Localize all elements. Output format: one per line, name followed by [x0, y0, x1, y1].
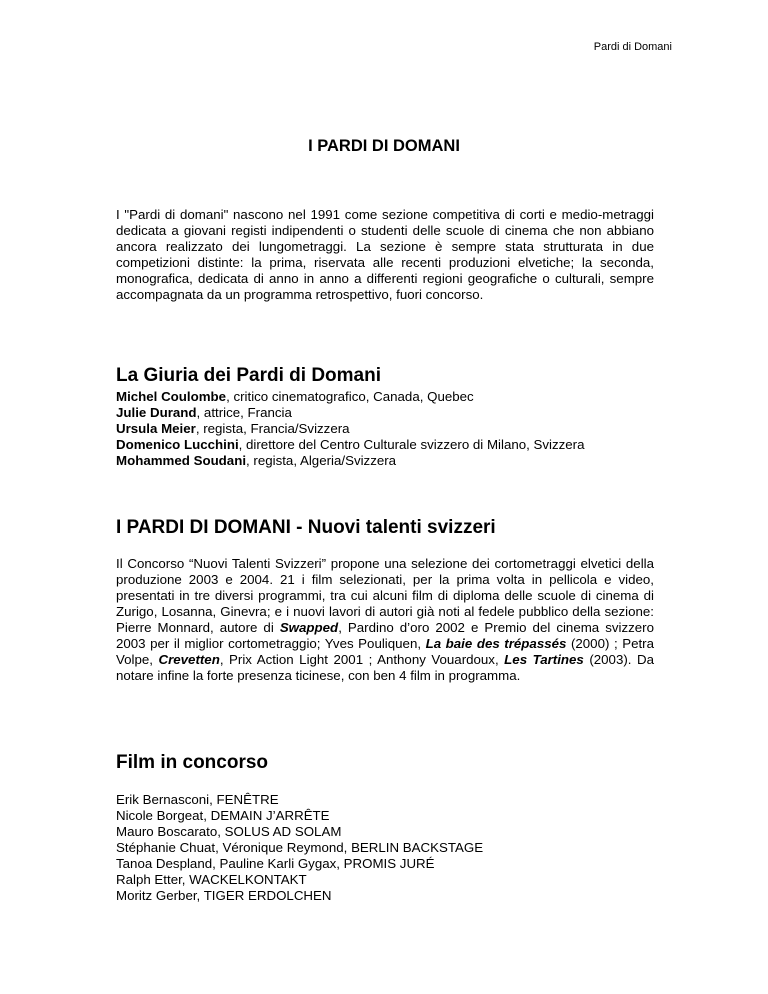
jury-list: [116, 389, 654, 469]
talents-paragraph: [116, 556, 654, 684]
film-entry: Ralph Etter, WACKELKONTAKT: [116, 872, 307, 887]
jury-member-name: Domenico Lucchini: [116, 437, 239, 452]
film-title: La baie des trépassés: [425, 636, 567, 651]
film-entry: Mauro Boscarato, SOLUS AD SOLAM: [116, 824, 342, 839]
running-header: Pardi di Domani: [593, 41, 672, 53]
talents-section: [116, 556, 654, 684]
talents-text: , Pardino d’oro 2002 e Premio del cinema svizzero 2003 per il miglior cortometraggio; Yves Pouliquen,: [116, 620, 654, 651]
jury-member-role: , attrice, Francia: [196, 405, 292, 420]
jury-member-role: , regista, Algeria/Svizzera: [246, 453, 397, 468]
jury-member: [116, 405, 654, 421]
competition-film-list: [116, 792, 654, 904]
jury-member: [116, 421, 654, 437]
film-entry: Stéphanie Chuat, Véronique Reymond, BERLIN BACKSTAGE: [116, 840, 484, 855]
jury-member-role: , direttore del Centro Culturale svizzero di Milano, Svizzera: [238, 437, 585, 452]
film-entry: Erik Bernasconi, FENÊTRE: [116, 792, 279, 807]
intro-paragraph: I "Pardi di domani" nascono nel 1991 come sezione competitiva di corti e medio-metraggi dedicata a giovani registi indipendenti o studenti delle scuole di cinema che non abbiano ancora realizzato dei lungometraggi. La sezione è sempre stata strutturata in due competizioni distinte: la prima, riservata alle recenti produzioni elvetiche; la seconda, monografica, dedicata di anno in anno a differenti regioni geografiche o culturali, sempre accompagnata da un programma retrospettivo, fuori concorso.: [116, 207, 654, 302]
talents-text: Il Concorso “Nuovi Talenti Svizzeri” propone una selezione dei cortometraggi elvetici della produzione 2003 e 2004. 21 i film selezionati, per la prima volta in pellicola e video, presentati in tre diversi programmi, tra cui alcuni film di diploma delle scuole di cinema di Zurigo, Losanna, Ginevra; e i nuovi lavori di autori già noti al fedele pubblico della sezione: Pierre Monnard, autore di: [116, 556, 654, 635]
jury-member: [116, 437, 654, 453]
jury-member-name: Mohammed Soudani: [116, 453, 247, 468]
film-title: Les Tartines: [504, 652, 584, 667]
jury-member-name: Ursula Meier: [116, 421, 196, 436]
film-entry: Moritz Gerber, TIGER ERDOLCHEN: [116, 888, 332, 903]
film-entry: Tanoa Despland, Pauline Karli Gygax, PROMIS JURÉ: [116, 856, 435, 871]
talents-heading: I PARDI DI DOMANI - Nuovi talenti svizzeri: [116, 517, 496, 538]
film-entry: Nicole Borgeat, DEMAIN J’ARRÊTE: [116, 808, 330, 823]
talents-text: (2000) ; Petra Volpe,: [116, 636, 654, 667]
intro-section: [116, 207, 654, 303]
jury-member-name: Michel Coulombe: [116, 389, 227, 404]
film-title: Swapped: [279, 620, 339, 635]
talents-text: (2003). Da notare infine la forte presenza ticinese, con ben 4 film in programma.: [116, 652, 654, 683]
talents-text: , Prix Action Light 2001 ; Anthony Vouardoux,: [219, 652, 505, 667]
jury-member-role: , regista, Francia/Svizzera: [195, 421, 350, 436]
jury-heading: La Giuria dei Pardi di Domani: [116, 365, 381, 386]
jury-member: [116, 453, 654, 469]
film-title: Crevetten: [158, 652, 220, 667]
jury-member: [116, 389, 654, 405]
jury-member-role: , critico cinematografico, Canada, Quebec: [226, 389, 474, 404]
competition-heading: Film in concorso: [116, 752, 269, 773]
page-title: I PARDI DI DOMANI: [308, 137, 460, 155]
jury-member-name: Julie Durand: [116, 405, 197, 420]
